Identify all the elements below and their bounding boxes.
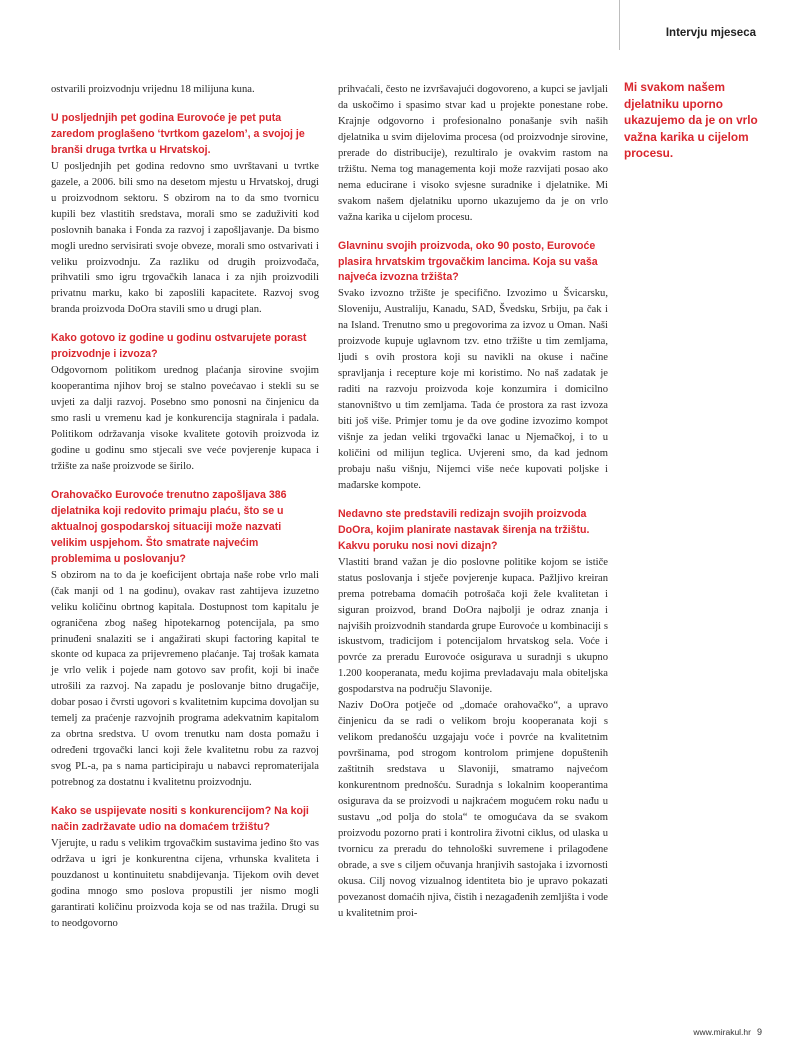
question-heading: U posljednjih pet godina Eurovoće je pet puta zaredom proglašeno ‘tvrtkom gazelom’, a svojoj je branši druga tvrtka u Hrvatskoj. [51,111,305,156]
question-heading: Kako gotovo iz godine u godinu ostvarujete porast proizvodnje i izvoza? [51,332,307,361]
question-heading: Kako se uspijevate nositi s konkurencijom? Na koji način zadržavate udio na domaćem tržištu? [51,805,309,833]
paragraph: S obzirom na to da je koeficijent obrtaja naše robe vrlo mali (čak manji od 1 na godinu), ovakav rast zahtijeva izuzetno veliku količinu obrtnog kapitala. Dostupnost tom kapitalu je ograničena zbog našeg hipotekarnog potencijala, pa smo prinuđeni snalaziti se i angažirati skupi factoring kapital te skonte od kupaca za prijevremeno plaćanje. Taj trošak kamata je vrlo velik i pojede nam gotovo sav profit, koji bi inače utrošili za razvoj. Na zapadu je poslovanje bitno drugačije, dobar posao i čvrsti ugovori s kvalitetnim kupcima dovoljan su temelj za praćenje razvojnih programa adekvatnim kapitalom za obrtna sredstva. U ovom trenutku nam dosta pomažu i određeni trgovački lanci koji žele kvalitetnu robu za razvoj svog PL-a, pa s nama participiraju u nabavci repromaterijala potrebnog za dostatnu i kvalitetnu proizvodnju. [51,569,319,789]
paragraph: prihvaćali, često ne izvršavajući dogovoreno, a kupci se javljali da uskočimo i spasimo stvar kad u projekte ponestane robe. Krajnje odgovorno i profesionalno ponašanje svih naših djelatnika u svim dijelovima procesa (od proizvodnje sirovine, prerade do distribucije), rezultiralo je ovakvim rastom na tržištu. Nema tog managementa koji može razvijati posao ako nema educirane i visoko svjesne suradnike i djelatnike. Mi svakom našem djelatniku uporno ukazujemo da je on vrlo važna karika u cijelom procesu. [338,84,608,223]
question-heading: Orahovačko Eurovoće trenutno zapošljava 386 djelatnika koji redovito primaju plaću, što se u aktualnoj gospodarskoj situaciji može nazvati velikim uspjehom. Što smatrate najvećim problemima u poslovanju? [51,488,287,565]
page-number: 9 [756,1027,762,1037]
header-divider [619,0,620,50]
paragraph: Svako izvozno tržište je specifično. Izvozimo u Švicarsku, Sloveniju, Australiju, Kanadu, SAD, Švedsku, Srbiju, pa čak i na Island. Trenutno smo u pregovorima za izvoz u Oman. Naši proizvode kupuje uglavnom tzv. etno tržište u tim zemljama, ljudi s ovih prostora koji su navikli na okuse i načine spravljanja i recepture koje mi koristimo. No naš zadatak je raditi na razvoju proizvoda koje konzumira i domicilno stanovništvo u tim zemljama. Tada će prostora za rast izvoza biti još više. Primjer tomu je da ove godine izvozimo kompot višnje za jedan veliki trgovački lanac u Njemačkoj, i to u količini od milijun teglica. Uvjereni smo, da kad jednom probaju našu višnju, Nijemci više neće kupovati poljske i mađarske kompote. [338,288,608,491]
pull-quote: Mi svakom našem djelatniku uporno ukazujemo da je on vrlo važna karika u cijelom procesu. [624,80,758,160]
section-label: Intervju mjeseca [665,27,756,39]
article-column-1 [51,82,319,932]
question-heading: Nedavno ste predstavili redizajn svojih proizvoda DoOra, kojim planirate nastavak širenja na tržištu. Kakvu poruku nosi novi dizajn? [338,507,590,552]
paragraph: U posljednjih pet godina redovno smo uvrštavani u tvrtke gazele, a 2006. bili smo na desetom mjestu u Hrvatskoj, drugi u proizvodnom sektoru. S obzirom na to da smo tvornicu kupili bez vlastitih sredstava, morali smo se zaduživiti kod poslovnih banaka i Fonda za razvoj i zapošljavanje. Da bismo mogli uredno servisirati svoje obveze, morali smo ostvarivati i veliku proizvodnju. Za razliku od drugih proizvođača, prihvatili smo igru trgovačkih lanaca i za njih proizvodili privatnu marku, kako bi zaposlili kapacitete. Razvoj svog branda proizvoda DoOra stavili smo u drugi plan. [51,160,319,316]
page-footer [693,1027,762,1037]
paragraph: Naziv DoOra potječe od „domaće orahovačko“, a upravo činjenicu da se radi o velikom broju kooperanata koji s velikom predanošću uzgajaju voće i povrće na kvalitetnim površinama, pod strogom kontrolom primjene dopuštenih zaštitnih sredstava u Slavoniji, smatramo najvećom konkurentnom prednošću. Suradnja s lokalnim kooperantima osigurava da se proizvodi u najkraćem mogućem roku nađu u sustavu „od polja do stola“ te omogućava da se svakom proizvodu pozorno prati i kontrolira životni ciklus, od ulaska u tvornicu za preradu do tehnološki suvremene i prilagođene obrade, a sve s ciljem očuvanja hranjivih sastojaka i izvornosti okusa. Cilj novog vizualnog identiteta bio je upravo pokazati povezanost domaćih njiva, čistih i nezagađenih zemljišta i vode u kvalitetnim proi- [338,700,608,919]
article-column-2 [338,82,608,922]
paragraph: Vjerujte, u radu s velikim trgovačkim sustavima jedino što vas održava u igri je konkurentna cijena, vrhunska kvaliteta i pouzdanost u kontinuitetu snabdijevanja. Tijekom ovih devet godina mnogo smo poslova propustili jer nismo mogli garantirati količinu proizvoda koja se od nas tražila. Drugi su to neodgovorno [51,837,319,929]
footer-url: www.mirakul.hr [693,1027,751,1037]
question-heading: Glavninu svojih proizvoda, oko 90 posto, Eurovoće plasira hrvatskim trgovačkim lancima. Koja su vaša najveća izvozna tržišta? [338,239,598,284]
paragraph: Vlastiti brand važan je dio poslovne politike kojom se ističe status poslovanja i stječe povjerenje kupaca. Pažljivo kreiran prema potrebama domaćih potrošača koji žele kvalitetan i siguran proizvod, brand DoOra najbolji je odraz znanja i najviših proizvodnih standarda grupe Eurovoće u kombinaciji s iskustvom, tradicijom i potencijalom hrvatskog sela. Voće i povrće za preradu Eurovoće osigurava u suradnji s ukupno 1.200 kooperanata, među kojima prevladavaju mala obiteljska gospodarstva na području Slavonije. [338,556,608,696]
paragraph: ostvarili proizvodnju vrijednu 18 milijuna kuna. [51,84,255,95]
paragraph: Odgovornom politikom urednog plaćanja sirovine svojim kooperantima njihov broj se stalno povećavao i stekli su se uvjeti za dalji razvoj. Posebno smo ponosni na činjenicu da smo rasli u vremenu kad je konkurencija stagnirala i padala. Politikom održavanja visoke kvalitete gotovih proizvoda iz godine u godinu smo stjecali sve veće povjerenje kupaca i tržište za naše proizvode se širilo. [51,365,319,472]
